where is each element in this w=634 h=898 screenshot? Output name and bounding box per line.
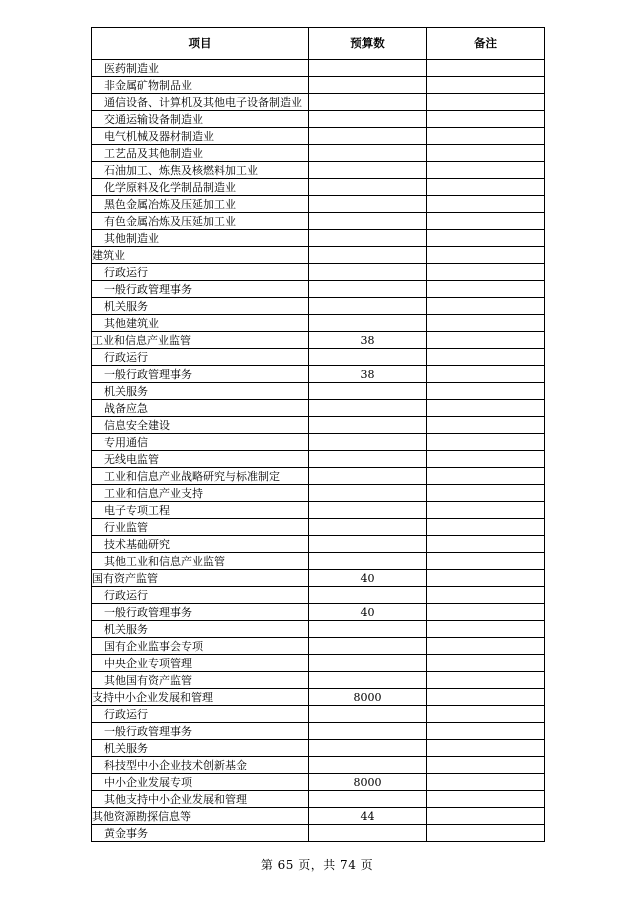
table-header: [92, 28, 545, 60]
table-row: [92, 723, 545, 740]
table-row: [92, 196, 545, 213]
row-remark: [427, 808, 545, 825]
table-row: [92, 655, 545, 672]
row-remark: [427, 587, 545, 604]
row-remark: [427, 264, 545, 281]
row-amount: 38: [309, 332, 427, 349]
row-amount: [309, 417, 427, 434]
row-remark: [427, 196, 545, 213]
row-amount: 38: [309, 366, 427, 383]
row-item: 行政运行: [92, 349, 309, 366]
row-amount: 8000: [309, 689, 427, 706]
row-item: 非金属矿物制品业: [92, 77, 309, 94]
row-item: 技术基础研究: [92, 536, 309, 553]
row-item: 电子专项工程: [92, 502, 309, 519]
row-item: 工业和信息产业监管: [92, 332, 309, 349]
row-amount: [309, 128, 427, 145]
row-remark: [427, 247, 545, 264]
table-row: [92, 111, 545, 128]
row-amount: [309, 298, 427, 315]
row-remark: [427, 723, 545, 740]
table-row: [92, 213, 545, 230]
row-remark: [427, 366, 545, 383]
table-row: [92, 519, 545, 536]
row-item: 黄金事务: [92, 825, 309, 842]
table-row: [92, 774, 545, 791]
row-remark: [427, 740, 545, 757]
row-amount: [309, 621, 427, 638]
row-item: 机关服务: [92, 298, 309, 315]
row-remark: [427, 128, 545, 145]
table-row: [92, 791, 545, 808]
row-remark: [427, 60, 545, 77]
table-row: [92, 553, 545, 570]
row-item: 机关服务: [92, 621, 309, 638]
table-row: [92, 383, 545, 400]
table-row: [92, 706, 545, 723]
row-item: 其他工业和信息产业监管: [92, 553, 309, 570]
row-item: 黑色金属冶炼及压延加工业: [92, 196, 309, 213]
row-item: 工艺品及其他制造业: [92, 145, 309, 162]
row-amount: 44: [309, 808, 427, 825]
row-amount: [309, 179, 427, 196]
row-remark: [427, 434, 545, 451]
row-item: 工业和信息产业战略研究与标准制定: [92, 468, 309, 485]
row-amount: 8000: [309, 774, 427, 791]
row-remark: [427, 145, 545, 162]
table-row: [92, 366, 545, 383]
row-remark: [427, 570, 545, 587]
row-remark: [427, 349, 545, 366]
row-item: 其他资源勘探信息等: [92, 808, 309, 825]
row-item: 有色金属冶炼及压延加工业: [92, 213, 309, 230]
row-remark: [427, 230, 545, 247]
row-remark: [427, 298, 545, 315]
row-amount: [309, 468, 427, 485]
row-amount: [309, 655, 427, 672]
row-item: 化学原料及化学制品制造业: [92, 179, 309, 196]
row-amount: [309, 196, 427, 213]
row-amount: 40: [309, 570, 427, 587]
row-amount: [309, 247, 427, 264]
row-item: 无线电监管: [92, 451, 309, 468]
row-amount: [309, 553, 427, 570]
table-row: [92, 825, 545, 842]
row-amount: [309, 434, 427, 451]
row-amount: [309, 587, 427, 604]
row-remark: [427, 553, 545, 570]
row-remark: [427, 706, 545, 723]
header-row: [92, 28, 545, 60]
row-item: 国有资产监管: [92, 570, 309, 587]
row-item: 中小企业发展专项: [92, 774, 309, 791]
table-row: [92, 621, 545, 638]
row-item: 其他建筑业: [92, 315, 309, 332]
table-row: [92, 60, 545, 77]
row-amount: [309, 349, 427, 366]
row-amount: [309, 723, 427, 740]
row-amount: [309, 706, 427, 723]
row-item: 其他支持中小企业发展和管理: [92, 791, 309, 808]
row-amount: 40: [309, 604, 427, 621]
table-row: [92, 485, 545, 502]
table-row: [92, 281, 545, 298]
row-remark: [427, 485, 545, 502]
row-item: 行政运行: [92, 587, 309, 604]
row-amount: [309, 451, 427, 468]
row-remark: [427, 179, 545, 196]
row-remark: [427, 451, 545, 468]
row-amount: [309, 77, 427, 94]
row-remark: [427, 672, 545, 689]
header-item: 项目: [92, 28, 309, 60]
row-item: 科技型中小企业技术创新基金: [92, 757, 309, 774]
row-amount: [309, 230, 427, 247]
row-amount: [309, 60, 427, 77]
row-amount: [309, 825, 427, 842]
row-amount: [309, 536, 427, 553]
table-row: [92, 298, 545, 315]
header-amount: 预算数: [309, 28, 427, 60]
row-remark: [427, 689, 545, 706]
row-amount: [309, 519, 427, 536]
table-row: [92, 434, 545, 451]
row-amount: [309, 740, 427, 757]
row-amount: [309, 638, 427, 655]
table-row: [92, 502, 545, 519]
table-row: [92, 349, 545, 366]
row-remark: [427, 791, 545, 808]
row-remark: [427, 213, 545, 230]
table-row: [92, 689, 545, 706]
row-remark: [427, 774, 545, 791]
table-row: [92, 128, 545, 145]
table-body: [92, 60, 545, 842]
row-amount: [309, 315, 427, 332]
table-row: [92, 94, 545, 111]
table-row: [92, 536, 545, 553]
row-item: 专用通信: [92, 434, 309, 451]
row-amount: [309, 502, 427, 519]
row-amount: [309, 400, 427, 417]
row-item: 一般行政管理事务: [92, 366, 309, 383]
row-item: 其他国有资产监管: [92, 672, 309, 689]
row-item: 电气机械及器材制造业: [92, 128, 309, 145]
row-amount: [309, 672, 427, 689]
table-row: [92, 145, 545, 162]
row-remark: [427, 604, 545, 621]
table-row: [92, 264, 545, 281]
row-amount: [309, 94, 427, 111]
table-row: [92, 604, 545, 621]
table-row: [92, 468, 545, 485]
row-item: 机关服务: [92, 383, 309, 400]
row-item: 建筑业: [92, 247, 309, 264]
table-row: [92, 808, 545, 825]
row-remark: [427, 400, 545, 417]
table-row: [92, 740, 545, 757]
header-remark: 备注: [427, 28, 545, 60]
table-row: [92, 247, 545, 264]
row-item: 中央企业专项管理: [92, 655, 309, 672]
table-row: [92, 672, 545, 689]
row-item: 支持中小企业发展和管理: [92, 689, 309, 706]
row-item: 国有企业监事会专项: [92, 638, 309, 655]
row-item: 机关服务: [92, 740, 309, 757]
table-row: [92, 400, 545, 417]
row-remark: [427, 315, 545, 332]
row-remark: [427, 417, 545, 434]
row-item: 行政运行: [92, 264, 309, 281]
row-amount: [309, 111, 427, 128]
row-item: 石油加工、炼焦及核燃料加工业: [92, 162, 309, 179]
row-remark: [427, 655, 545, 672]
page-number: 第 65 页，共 74 页: [260, 858, 374, 872]
row-item: 行业监管: [92, 519, 309, 536]
row-item: 医药制造业: [92, 60, 309, 77]
row-item: 战备应急: [92, 400, 309, 417]
table-row: [92, 451, 545, 468]
row-remark: [427, 162, 545, 179]
row-item: 行政运行: [92, 706, 309, 723]
table-row: [92, 162, 545, 179]
row-item: 其他制造业: [92, 230, 309, 247]
table-row: [92, 757, 545, 774]
row-remark: [427, 621, 545, 638]
table-row: [92, 587, 545, 604]
row-amount: [309, 485, 427, 502]
row-item: 通信设备、计算机及其他电子设备制造业: [92, 94, 309, 111]
row-remark: [427, 468, 545, 485]
row-item: 一般行政管理事务: [92, 604, 309, 621]
table-row: [92, 230, 545, 247]
row-remark: [427, 281, 545, 298]
row-remark: [427, 111, 545, 128]
row-amount: [309, 383, 427, 400]
row-remark: [427, 332, 545, 349]
row-remark: [427, 757, 545, 774]
row-remark: [427, 502, 545, 519]
budget-table: [91, 27, 545, 842]
table-row: [92, 570, 545, 587]
table-row: [92, 638, 545, 655]
row-item: 信息安全建设: [92, 417, 309, 434]
row-remark: [427, 536, 545, 553]
row-item: 一般行政管理事务: [92, 723, 309, 740]
table-row: [92, 179, 545, 196]
table-row: [92, 315, 545, 332]
row-remark: [427, 638, 545, 655]
table-row: [92, 332, 545, 349]
row-amount: [309, 791, 427, 808]
row-remark: [427, 94, 545, 111]
row-remark: [427, 825, 545, 842]
row-amount: [309, 281, 427, 298]
table-row: [92, 77, 545, 94]
row-remark: [427, 519, 545, 536]
row-amount: [309, 162, 427, 179]
row-item: 工业和信息产业支持: [92, 485, 309, 502]
row-remark: [427, 77, 545, 94]
row-item: 交通运输设备制造业: [92, 111, 309, 128]
row-amount: [309, 213, 427, 230]
row-amount: [309, 264, 427, 281]
row-amount: [309, 145, 427, 162]
row-item: 一般行政管理事务: [92, 281, 309, 298]
row-remark: [427, 383, 545, 400]
row-amount: [309, 757, 427, 774]
table-row: [92, 417, 545, 434]
